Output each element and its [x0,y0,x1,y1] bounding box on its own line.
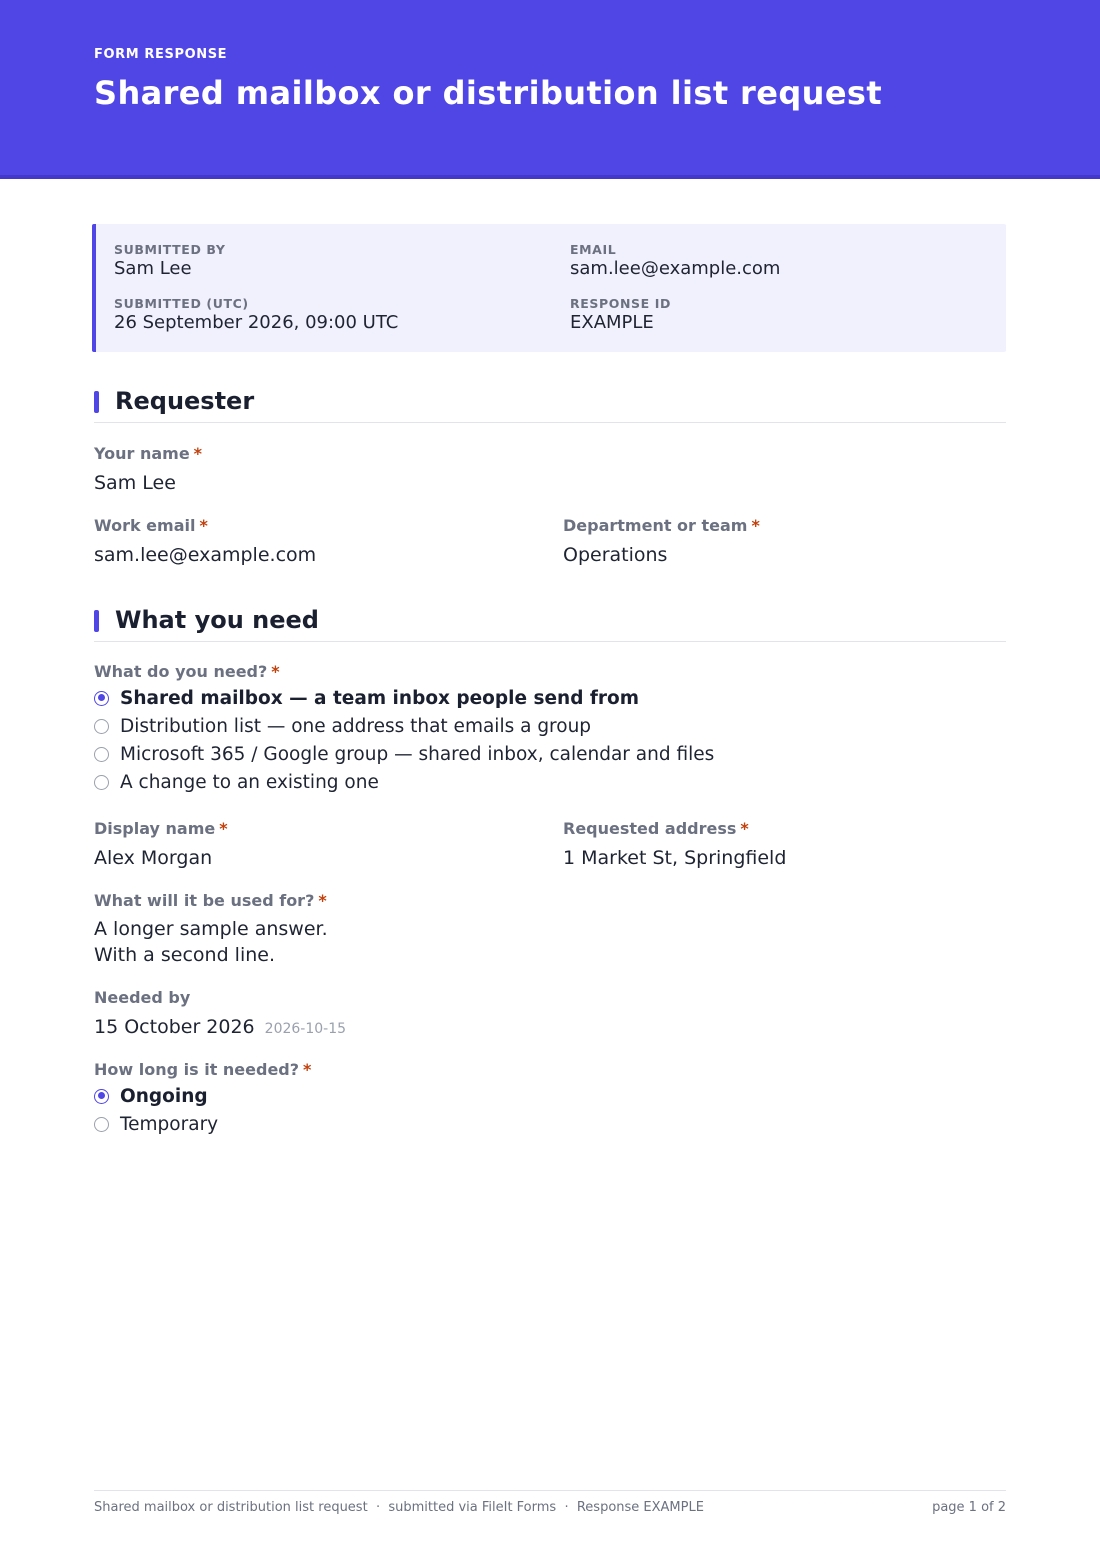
radio-empty-icon [94,719,109,734]
field-value-line: With a second line. [94,944,275,966]
field-label: What will it be used for? * [94,891,327,910]
radio-option-shared-mailbox: Shared mailbox — a team inbox people send from [94,684,714,712]
radio-selected-icon [94,691,109,706]
required-marker: * [740,819,749,838]
email-value: sam.lee@example.com [570,258,781,279]
field-display-name [94,819,228,871]
radio-selected-icon [94,1089,109,1104]
radio-group-how-long [94,1082,311,1138]
radio-option-temporary: Temporary [94,1110,311,1138]
submitted-by-value: Sam Lee [114,258,192,279]
field-label: How long is it needed? * [94,1060,312,1079]
submitted-utc-value: 26 September 2026, 09:00 UTC [114,312,399,333]
submitted-utc [114,296,398,335]
section-requester [94,389,1006,423]
field-value: 1 Market St, Springfield [563,847,787,869]
field-requested-address [563,819,786,871]
field-value-line: A longer sample answer. [94,918,328,940]
radio-option-ongoing: Ongoing [94,1082,311,1110]
submitted-by-label: SUBMITTED BY [114,242,226,257]
response-id-value: EXAMPLE [570,312,654,333]
required-marker: * [318,891,327,910]
submitter-email [570,242,780,281]
field-used-for [94,891,328,968]
field-value: 15 October 2026 2026-10-15 [94,1016,347,1038]
radio-empty-icon [94,775,109,790]
section-what-you-need [94,608,1006,642]
radio-empty-icon [94,747,109,762]
field-value: Sam Lee [94,472,176,494]
required-marker: * [751,516,760,535]
field-value: Operations [563,544,668,566]
field-label: What do you need? * [94,662,280,681]
response-id-label: RESPONSE ID [570,296,671,311]
page-title: Shared mailbox or distribution list request [94,74,883,112]
field-label: Your name * [94,444,203,463]
field-value [94,916,328,968]
field-what-do-you-need [94,662,714,796]
section-accent-bar [94,391,99,413]
field-label: Department or team * [563,516,760,535]
radio-option-distribution-list: Distribution list — one address that emails a group [94,712,714,740]
field-needed-by [94,988,346,1042]
page-number: page 1 of 2 [932,1500,1006,1515]
response-id [570,296,671,335]
page-footer [94,1490,1006,1520]
field-label: Work email * [94,516,208,535]
required-marker: * [303,1060,312,1079]
radio-option-change-existing: A change to an existing one [94,768,714,796]
header-banner [0,0,1100,179]
required-marker: * [219,819,228,838]
submitted-utc-label: SUBMITTED (UTC) [114,296,249,311]
section-accent-bar [94,610,99,632]
radio-group-what-need [94,684,714,796]
field-label: Needed by [94,988,191,1007]
submission-meta-panel [92,224,1006,352]
footer-text: Shared mailbox or distribution list request · submitted via FileIt Forms · Response EXAMPLE [94,1500,704,1515]
field-your-name [94,444,202,496]
iso-date: 2026-10-15 [264,1021,347,1037]
radio-option-group: Microsoft 365 / Google group — shared inbox, calendar and files [94,740,714,768]
field-value: Alex Morgan [94,847,213,869]
radio-empty-icon [94,1117,109,1132]
submitted-by [114,242,225,281]
section-title: Requester [115,387,255,415]
required-marker: * [193,444,203,463]
section-title: What you need [115,606,319,634]
field-label: Requested address * [563,819,749,838]
required-marker: * [199,516,208,535]
email-label: EMAIL [570,242,617,257]
required-marker: * [271,662,280,681]
field-how-long [94,1060,311,1138]
field-label: Display name * [94,819,228,838]
field-department [563,516,760,568]
field-value: sam.lee@example.com [94,544,317,566]
form-response-kicker: FORM RESPONSE [94,47,228,62]
field-work-email [94,516,316,568]
